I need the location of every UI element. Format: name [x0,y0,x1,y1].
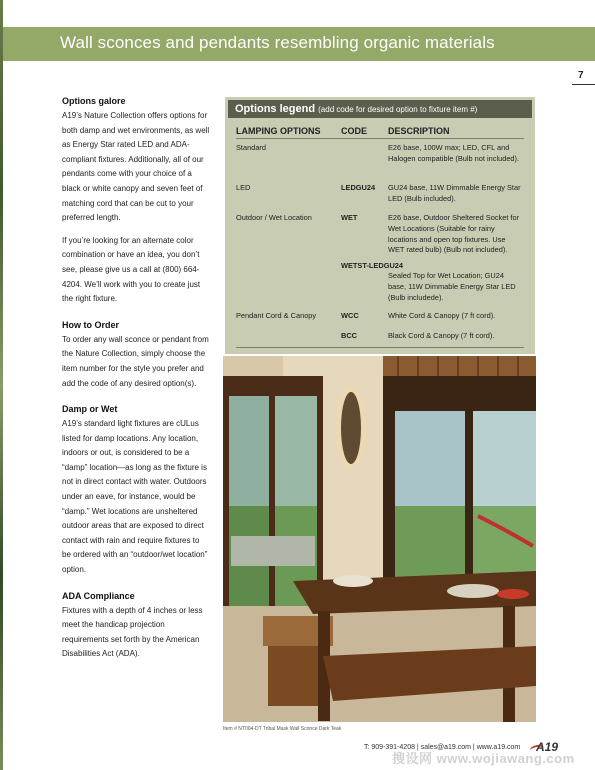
how-to-order-paragraph: To order any wall sconce or pendant from the Nature Collection, simply choose the item number for the style you prefer and add the code of any desired option(s). [62,334,209,388]
row-code-wet: WET [341,213,358,222]
damp-or-wet-paragraph: A19’s standard light fixtures are cULus listed for damp locations. Any location, indoors or out, is considered to be a “damp” location—as long as the fixture is not in direct contact with water. Outdoors under an eave, for instance, would be “damp.” Wet locations are unsheltered outdoor areas that are exposed to direct contact with rain and require fixtures to be ordered with an “outdoor/wet location” option. [62,419,208,575]
left-edge-strip [0,0,3,770]
room-photo-illustration [223,356,536,722]
photo-caption: Item # NT004-DT Tribal Mask Wall Sconce Dark Teak [223,726,342,732]
row-description-led: GU24 base, 11W Dimmable Energy Star LED (Bulb included). [388,183,521,203]
row-code-wetst-ledgu24: WETST-LEDGU24 [341,261,404,270]
section-options-galore [62,95,210,307]
row-code-bcc: BCC [341,331,358,340]
watermark-text: 搜设网 www.wojiawang.com [392,751,575,766]
room-photo [223,356,536,722]
row-description-wet: E26 base, Outdoor Sheltered Socket for Wet Locations (Suitable for rainy locations and open top fixtures. Use WET rated bulb) (Bulb not included). [388,213,520,255]
row-description-standard: E26 base, 100W max; LED, CFL and Halogen compatible (Bulb not included). [388,143,520,163]
ada-compliance-paragraph: Fixtures with a depth of 4 inches or less meet the handicap projection requirements set forth by the American Disabilities Act (ADA). [62,605,203,659]
row-code-ledgu24: LEDGU24 [341,183,376,192]
column-header-lamping: LAMPING OPTIONS [236,126,321,136]
heading-options-galore: Options galore [62,96,126,106]
legend-bottom-rule [236,347,524,348]
heading-how-to-order: How to Order [62,319,120,330]
left-column [62,95,210,662]
row-description-wcc: White Cord & Canopy (7 ft cord). [388,311,496,320]
options-legend-subtitle: (add code for desired option to fixture item #) [318,105,478,114]
options-galore-paragraph-2: If you’re looking for an alternate color combination or have an idea, you don’t see, please give us a call at (800) 664-4204. We’ll work with you to create just the right fixture. [62,235,201,304]
row-lamping-pendant-cord: Pendant Cord & Canopy [236,311,317,320]
brand-logo: A19 [536,740,559,754]
section-damp-or-wet [62,403,210,578]
column-header-description: DESCRIPTION [388,126,450,136]
column-header-rule [236,138,524,139]
options-legend-title: Options legend [235,103,316,115]
heading-damp-or-wet: Damp or Wet [62,404,118,415]
column-header-code: CODE [341,126,368,136]
row-lamping-standard: Standard [236,143,266,152]
options-galore-paragraph-1: A19’s Nature Collection offers options for both damp and wet environments, as well as Energy Star rated LED and ADA-compliant fixtures. Additionally, all of our pendants come with your choice of a black or white canopy and seven feet of matching cord that can be cut to your preferred length. [62,111,210,223]
page-number-rule [572,84,595,85]
page-title: Wall sconces and pendants resembling organic materials [60,33,495,52]
row-lamping-outdoor-wet: Outdoor / Wet Location [236,213,312,222]
heading-ada-compliance: ADA Compliance [62,590,135,601]
options-legend-header [228,100,532,118]
section-how-to-order [62,319,210,391]
row-description-bcc: Black Cord & Canopy (7 ft cord). [388,331,495,340]
options-legend-box [225,97,535,354]
row-code-wcc: WCC [341,311,359,320]
section-ada-compliance [62,590,210,662]
page-number: 7 [578,70,584,81]
footer-contact: T: 909-391-4208 | sales@a19.com | www.a19.com [364,744,521,751]
row-lamping-led: LED [236,183,251,192]
row-description-wetst-ledgu24: Sealed Top for Wet Location; GU24 base, 11W Dimmable Energy Star LED (Bulb includede). [388,271,516,302]
